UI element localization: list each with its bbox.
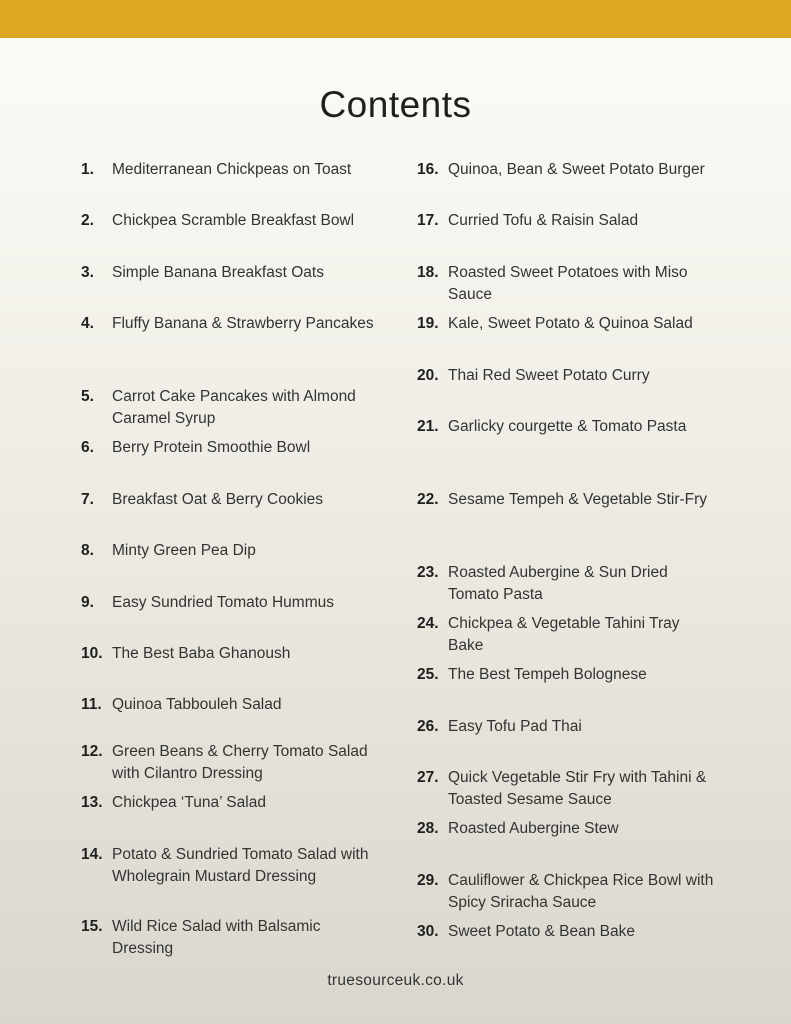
item-number: 16. — [417, 161, 439, 178]
contents-item[interactable] — [417, 921, 717, 943]
item-number: 14. — [81, 846, 103, 863]
item-number: 2. — [81, 212, 94, 229]
item-number: 30. — [417, 923, 439, 940]
item-number: 21. — [417, 418, 439, 435]
item-number: 4. — [81, 315, 94, 332]
item-title: Garlicky courgette & Tomato Pasta — [448, 418, 687, 435]
item-number: 1. — [81, 161, 94, 178]
contents-item[interactable] — [417, 159, 717, 181]
item-title: Quick Vegetable Stir Fry with Tahini & Toasted Sesame Sauce — [448, 769, 707, 808]
contents-item[interactable] — [81, 159, 376, 181]
item-title: Green Beans & Cherry Tomato Salad with Cilantro Dressing — [112, 743, 368, 782]
contents-item[interactable] — [81, 741, 376, 784]
item-title: Wild Rice Salad with Balsamic Dressing — [112, 918, 321, 957]
contents-item[interactable] — [417, 210, 717, 232]
item-number: 15. — [81, 918, 103, 935]
footer-website[interactable]: truesourceuk.co.uk — [327, 972, 464, 989]
item-title: Chickpea & Vegetable Tahini Tray Bake — [448, 615, 680, 654]
contents-item[interactable] — [81, 694, 376, 716]
contents-item[interactable] — [417, 313, 717, 335]
item-title: The Best Baba Ghanoush — [112, 645, 291, 662]
item-number: 26. — [417, 718, 439, 735]
item-title: Sweet Potato & Bean Bake — [448, 923, 635, 940]
contents-item[interactable] — [417, 365, 717, 387]
item-title: Mediterranean Chickpeas on Toast — [112, 161, 352, 178]
contents-item[interactable] — [417, 767, 717, 810]
item-title: Quinoa, Bean & Sweet Potato Burger — [448, 161, 705, 178]
contents-item[interactable] — [417, 716, 717, 738]
contents-item[interactable] — [81, 540, 376, 562]
contents-item[interactable] — [417, 664, 717, 686]
contents-item[interactable] — [81, 386, 376, 429]
item-number: 20. — [417, 367, 439, 384]
contents-item[interactable] — [81, 844, 376, 887]
contents-item[interactable] — [417, 416, 717, 438]
item-number: 24. — [417, 615, 439, 632]
contents-item[interactable] — [81, 792, 376, 814]
contents-item[interactable] — [81, 437, 376, 459]
item-title: Roasted Aubergine & Sun Dried Tomato Pasta — [448, 564, 668, 603]
contents-item[interactable] — [81, 210, 376, 232]
item-title: Easy Sundried Tomato Hummus — [112, 594, 334, 611]
contents-item[interactable] — [81, 592, 376, 614]
item-title: Cauliflower & Chickpea Rice Bowl with Spicy Sriracha Sauce — [448, 872, 714, 911]
item-number: 29. — [417, 872, 439, 889]
item-title: Easy Tofu Pad Thai — [448, 718, 582, 735]
item-number: 6. — [81, 439, 94, 456]
contents-item[interactable] — [417, 562, 717, 605]
item-title: Breakfast Oat & Berry Cookies — [112, 491, 324, 508]
item-number: 12. — [81, 743, 103, 760]
contents-item[interactable] — [417, 613, 717, 656]
contents-item[interactable] — [417, 818, 717, 840]
contents-item[interactable] — [81, 916, 376, 959]
item-number: 10. — [81, 645, 103, 662]
contents-item[interactable] — [417, 870, 717, 913]
item-title: Chickpea Scramble Breakfast Bowl — [112, 212, 355, 229]
page-title: Contents — [319, 84, 472, 125]
item-title: Berry Protein Smoothie Bowl — [112, 439, 311, 456]
contents-item[interactable] — [81, 313, 376, 335]
item-number: 22. — [417, 491, 439, 508]
item-number: 27. — [417, 769, 439, 786]
contents-item[interactable] — [417, 262, 717, 305]
item-number: 19. — [417, 315, 439, 332]
item-title: Thai Red Sweet Potato Curry — [448, 367, 650, 384]
item-title: Quinoa Tabbouleh Salad — [112, 696, 282, 713]
item-number: 25. — [417, 666, 439, 683]
item-title: Curried Tofu & Raisin Salad — [448, 212, 639, 229]
item-number: 3. — [81, 264, 94, 281]
item-title: Potato & Sundried Tomato Salad with Wholegrain Mustard Dressing — [112, 846, 369, 885]
contents-item[interactable] — [81, 262, 376, 284]
item-title: Sesame Tempeh & Vegetable Stir-Fry — [448, 491, 708, 508]
item-title: Chickpea ‘Tuna’ Salad — [112, 794, 266, 811]
contents-item[interactable] — [81, 489, 376, 511]
item-title: Kale, Sweet Potato & Quinoa Salad — [448, 315, 693, 332]
item-title: Roasted Aubergine Stew — [448, 820, 619, 837]
top-accent-bar — [0, 0, 791, 38]
item-number: 9. — [81, 594, 94, 611]
item-number: 28. — [417, 820, 439, 837]
item-title: Minty Green Pea Dip — [112, 542, 256, 559]
item-title: Carrot Cake Pancakes with Almond Caramel Syrup — [112, 388, 356, 427]
item-number: 18. — [417, 264, 439, 281]
item-number: 11. — [81, 696, 102, 713]
item-title: Fluffy Banana & Strawberry Pancakes — [112, 315, 374, 332]
item-title: Roasted Sweet Potatoes with Miso Sauce — [448, 264, 688, 303]
item-number: 17. — [417, 212, 439, 229]
item-number: 7. — [81, 491, 94, 508]
item-number: 8. — [81, 542, 94, 559]
item-number: 5. — [81, 388, 94, 405]
item-title: Simple Banana Breakfast Oats — [112, 264, 324, 281]
item-number: 23. — [417, 564, 439, 581]
item-title: The Best Tempeh Bolognese — [448, 666, 647, 683]
item-number: 13. — [81, 794, 103, 811]
contents-item[interactable] — [417, 489, 717, 511]
contents-item[interactable] — [81, 643, 376, 665]
